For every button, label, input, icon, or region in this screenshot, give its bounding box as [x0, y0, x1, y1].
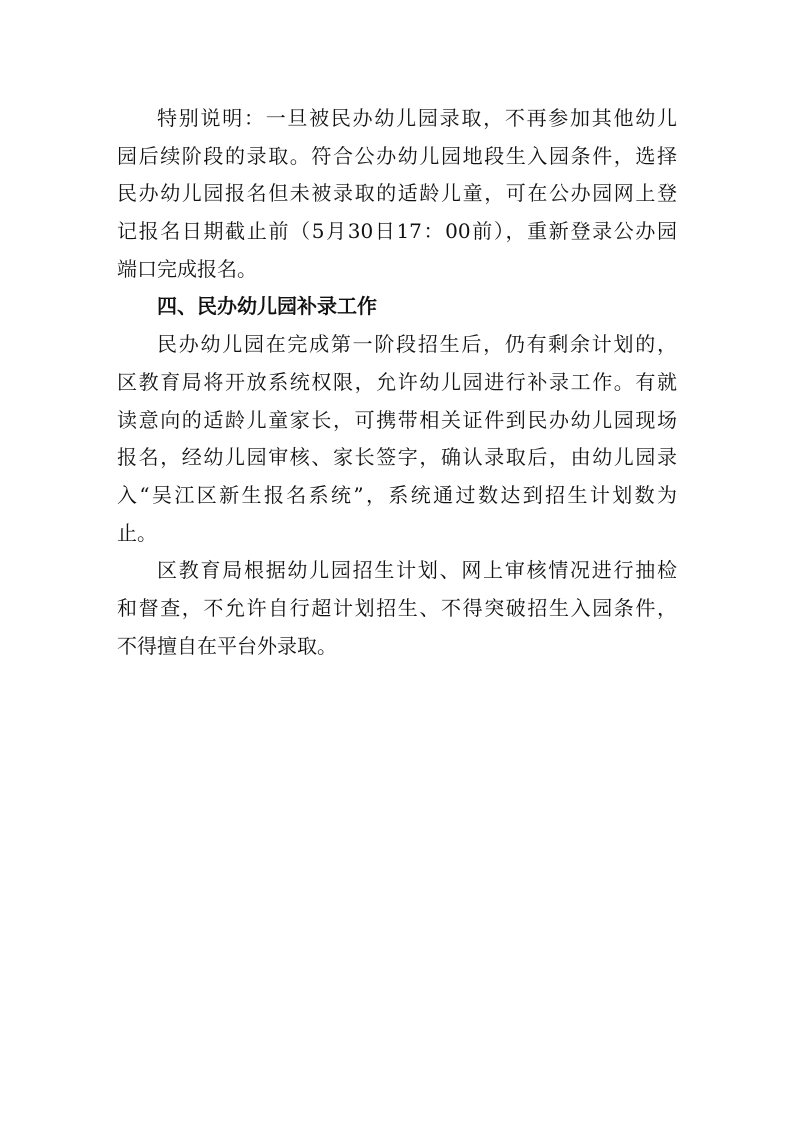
- text-line: 区教育局将开放系统权限，允许幼儿园进行补录工作。有就: [117, 369, 677, 394]
- text-line: 民办幼儿园在完成第一阶段招生后，仍有剩余计划的，: [157, 332, 677, 357]
- text-line: 报名，经幼儿园审核、家长签字，确认录取后，由幼儿园录: [117, 445, 677, 470]
- text-line: 端口完成报名。: [117, 256, 257, 281]
- text-line: 区教育局根据幼儿园招生计划、网上审核情况进行抽检: [157, 558, 677, 583]
- text-line: 入“吴江区新生报名系统”，系统通过数达到招生计划数为: [117, 482, 677, 507]
- text-line: 止。: [117, 520, 157, 545]
- section-heading: 四、民办幼儿园补录工作: [157, 294, 377, 319]
- document-page: [117, 100, 677, 665]
- text-line: 园后续阶段的录取。符合公办幼儿园地段生入园条件，选择: [117, 143, 677, 168]
- text-line: 记报名日期截止前（5月30日17：00前），重新登录公办园: [117, 219, 677, 244]
- text-line: 和督查，不允许自行超计划招生、不得突破招生入园条件，: [117, 595, 677, 620]
- text-line: 不得擅自在平台外录取。: [117, 633, 337, 658]
- text-line: 民办幼儿园报名但未被录取的适龄儿童，可在公办园网上登: [117, 181, 677, 206]
- text-line: 读意向的适龄儿童家长，可携带相关证件到民办幼儿园现场: [117, 407, 677, 432]
- paragraph-supplementary-admission: [117, 326, 677, 552]
- paragraph-inspection: [117, 552, 677, 665]
- text-line: 特别说明：一旦被民办幼儿园录取，不再参加其他幼儿: [157, 106, 677, 130]
- paragraph-special-note: [117, 100, 677, 288]
